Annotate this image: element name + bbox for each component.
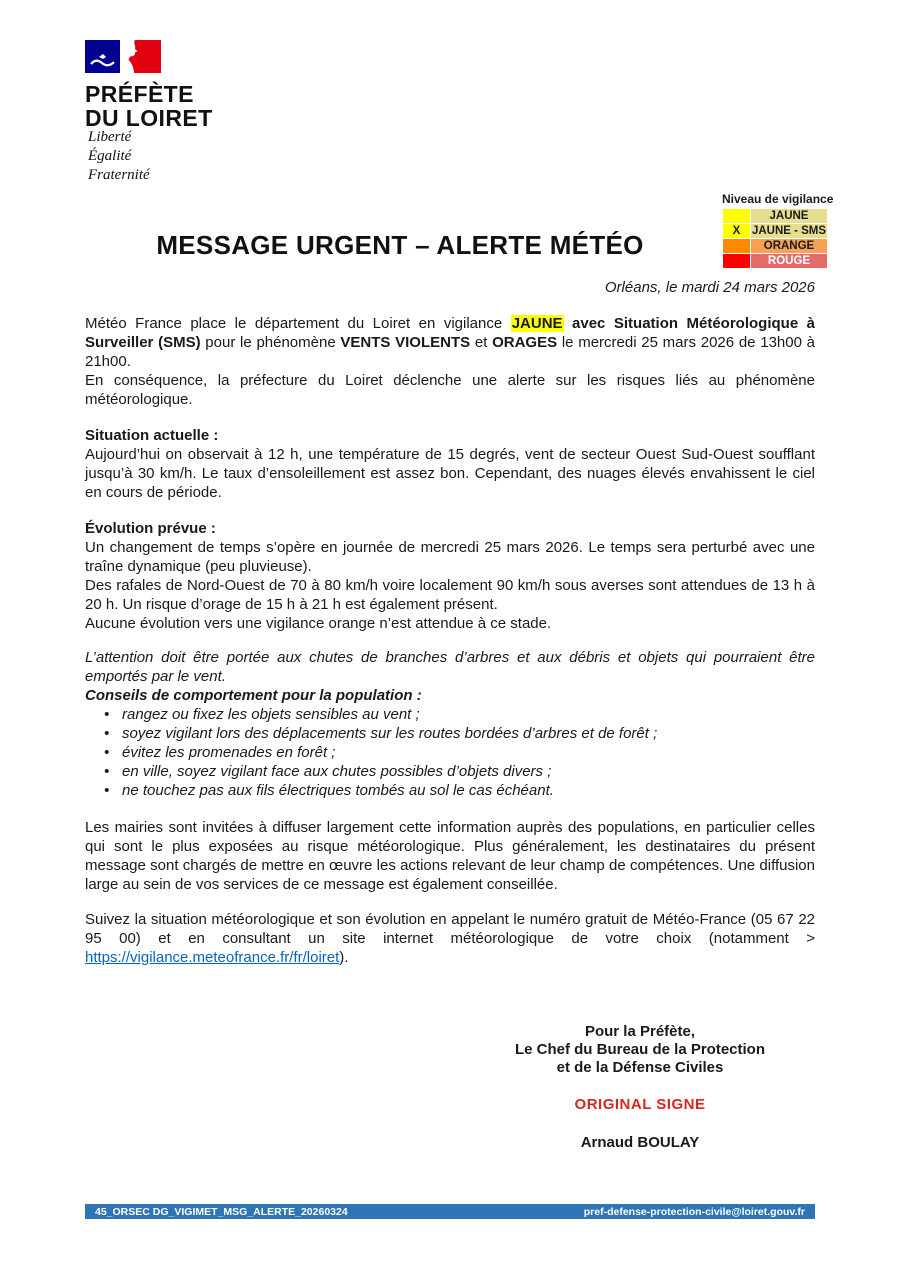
forecast-heading: Évolution prévue :	[85, 520, 216, 537]
intro-text-1: Météo France place le département du Loiret en vigilance	[85, 315, 511, 332]
follow-section	[85, 910, 815, 967]
follow-paragraph	[85, 910, 815, 967]
mayors-section	[85, 818, 815, 894]
republic-motto	[88, 128, 150, 185]
vigilance-meteofrance-link[interactable]: https://vigilance.meteofrance.fr/fr/loiret	[85, 949, 340, 966]
advice-item-3: • évitez les promenades en forêt ;	[85, 743, 815, 762]
vigilance-mark-jaune	[723, 209, 751, 224]
intro-text-4: le mercredi 25 mars 2026 de 13h00 à 21h00.	[85, 334, 815, 370]
document-body	[85, 314, 815, 967]
advice-item-4: • en ville, soyez vigilant face aux chutes possibles d’objets divers ;	[85, 762, 815, 781]
warning-section	[85, 648, 815, 800]
forecast-line2: Des rafales de Nord-Ouest de 70 à 80 km/h voire localement 90 km/h sous averses sont attendues de 13 h à 20 h. Un risque d’orage de 15 h à 21 h est également présent.	[85, 577, 815, 613]
footer-reference: 45_ORSEC DG_VIGIMET_MSG_ALERTE_20260324	[95, 1205, 348, 1218]
motto-fraternite: Fraternité	[88, 167, 150, 183]
vigilance-row-rouge	[723, 254, 828, 269]
consequence-paragraph: En conséquence, la préfecture du Loiret déclenche une alerte sur les risques liés au phénomène météorologique.	[85, 372, 815, 408]
intro-text-3: et	[470, 334, 493, 351]
vigilance-label-jaune: JAUNE	[751, 209, 828, 224]
situation-text: Aujourd’hui on observait à 12 h, une température de 15 degrés, vent de secteur Ouest Sud-Ouest soufflant jusqu’à 30 km/h. Le taux d’ensoleillement est assez bon. Cependant, des nuages élevés envahissent le ciel en cours de période.	[85, 446, 815, 501]
vigilance-title: Niveau de vigilance	[722, 192, 834, 206]
forecast-line1: Un changement de temps s’opère en journée de mercredi 25 mars 2026. Le temps sera perturbé avec une traîne dynamique (peu pluvieuse).	[85, 539, 815, 575]
agency-name-line1: PRÉFÈTE	[85, 81, 194, 107]
current-situation-section	[85, 426, 815, 502]
follow-text-1: Suivez la situation météorologique et son évolution en appelant le numéro gratuit de Météo-France (05 67 22 95 00) et en consultant un site internet météorologique de votre choix (notamment >	[85, 911, 815, 947]
signature-title-line2: et de la Défense Civiles	[556, 1059, 724, 1076]
vigilance-mark-rouge	[723, 254, 751, 269]
forecast-section	[85, 519, 815, 633]
intro-vents-bold: VENTS VIOLENTS	[340, 334, 471, 351]
intro-paragraph	[85, 314, 815, 371]
vigilance-label-orange: ORANGE	[751, 239, 828, 254]
vigilance-level-box	[722, 192, 834, 269]
french-government-emblem	[85, 40, 163, 81]
footer-email: pref-defense-protection-civile@loiret.gouv.fr	[583, 1205, 805, 1218]
signature-title-line1: Le Chef du Bureau de la Protection	[514, 1041, 766, 1058]
intro-text-2: pour le phénomène	[200, 334, 341, 351]
vigilance-label-jaune-sms: JAUNE - SMS	[751, 224, 827, 237]
agency-name-line2: DU LOIRET	[85, 105, 213, 131]
advice-item-1: • rangez ou fixez les objets sensibles au vent ;	[85, 705, 815, 724]
vigilance-row-orange	[723, 239, 828, 254]
motto-liberte: Liberté	[88, 129, 132, 145]
vigilance-row-jaune-sms	[723, 224, 828, 239]
vigilance-row-jaune	[723, 209, 828, 224]
forecast-line3: Aucune évolution vers une vigilance orange n’est attendue à ce stade.	[85, 615, 552, 632]
page-title: MESSAGE URGENT – ALERTE MÉTÉO	[156, 230, 644, 261]
signatory-name: Arnaud BOULAY	[580, 1134, 700, 1151]
footer-bar	[85, 1204, 815, 1219]
mayors-paragraph: Les mairies sont invitées à diffuser largement cette information auprès des populations, en particulier celles qui sont le plus exposées au risque météorologique. Plus généralement, les destinataires du présent message sont chargés de mettre en œuvre les actions relevant de leur champ de compétences. Une diffusion large au sein de vos services de ce message est également conseillée.	[85, 819, 815, 893]
situation-heading: Situation actuelle :	[85, 427, 219, 444]
advice-item-2: • soyez vigilant lors des déplacements sur les routes bordées d’arbres et de forêt ;	[85, 724, 815, 743]
original-signed-stamp: ORIGINAL SIGNE	[574, 1096, 706, 1113]
motto-egalite: Égalité	[88, 148, 132, 164]
follow-text-2: ).	[339, 949, 349, 966]
signature-for: Pour la Préfète,	[584, 1023, 696, 1040]
marianne-flag-icon	[85, 40, 163, 76]
vigilance-mark-orange	[723, 239, 751, 254]
advice-heading: Conseils de comportement pour la population :	[85, 687, 422, 704]
vigilance-mark-jaune-sms: X	[723, 224, 751, 239]
intro-sms-bold: avec Situation Météorologique à Surveiller (SMS)	[85, 315, 815, 351]
intro-section	[85, 314, 815, 409]
vigilance-table	[722, 208, 828, 269]
intro-orages-bold: ORAGES	[492, 334, 558, 351]
advice-item-5: • ne touchez pas aux fils électriques tombés au sol le cas échéant.	[85, 781, 815, 800]
signature-block	[480, 1023, 800, 1152]
dateline: Orléans, le mardi 24 mars 2026	[604, 279, 815, 296]
vigilance-label-rouge: ROUGE	[751, 254, 828, 269]
vigilance-jaune-highlight: JAUNE	[511, 315, 563, 332]
warning-text: L’attention doit être portée aux chutes de branches d’arbres et aux débris et objets qui pourraient être emportés par le vent.	[85, 649, 815, 685]
agency-name	[85, 82, 213, 130]
advice-list	[85, 705, 815, 800]
